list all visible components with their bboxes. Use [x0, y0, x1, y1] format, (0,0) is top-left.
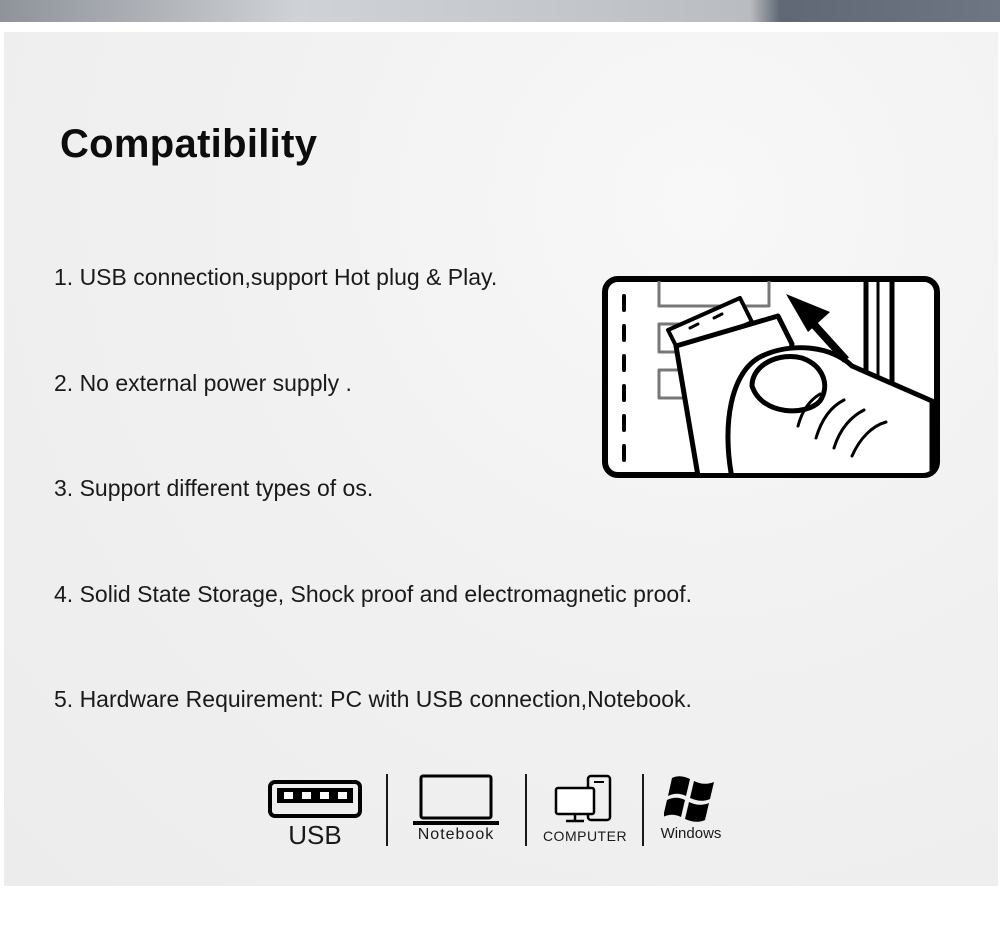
feature-item-4: 4. Solid State Storage, Shock proof and electromagnetic proof.	[54, 581, 692, 607]
usb-port-icon	[268, 780, 362, 818]
laptop-icon	[412, 774, 500, 826]
icon-divider-3	[642, 774, 644, 846]
computer-label: COMPUTER	[542, 828, 628, 844]
desktop-computer-icon	[554, 774, 614, 824]
feature-item-1: 1. USB connection,support Hot plug & Play.	[54, 264, 498, 290]
usb-label: USB	[288, 820, 342, 850]
notebook-label: Notebook	[417, 826, 495, 843]
feature-item-5: 5. Hardware Requirement: PC with USB connection,Notebook.	[54, 686, 692, 712]
page-title: Compatibility	[60, 122, 318, 166]
windows-logo-icon	[664, 774, 718, 824]
icon-divider-2	[525, 774, 527, 846]
icon-divider-1	[386, 774, 388, 846]
usb-insert-illustration-icon	[602, 276, 940, 478]
feature-item-3: 3. Support different types of os.	[54, 475, 374, 501]
top-image-strip	[0, 0, 1000, 22]
feature-item-2: 2. No external power supply .	[54, 370, 352, 396]
windows-label: Windows	[660, 825, 722, 842]
